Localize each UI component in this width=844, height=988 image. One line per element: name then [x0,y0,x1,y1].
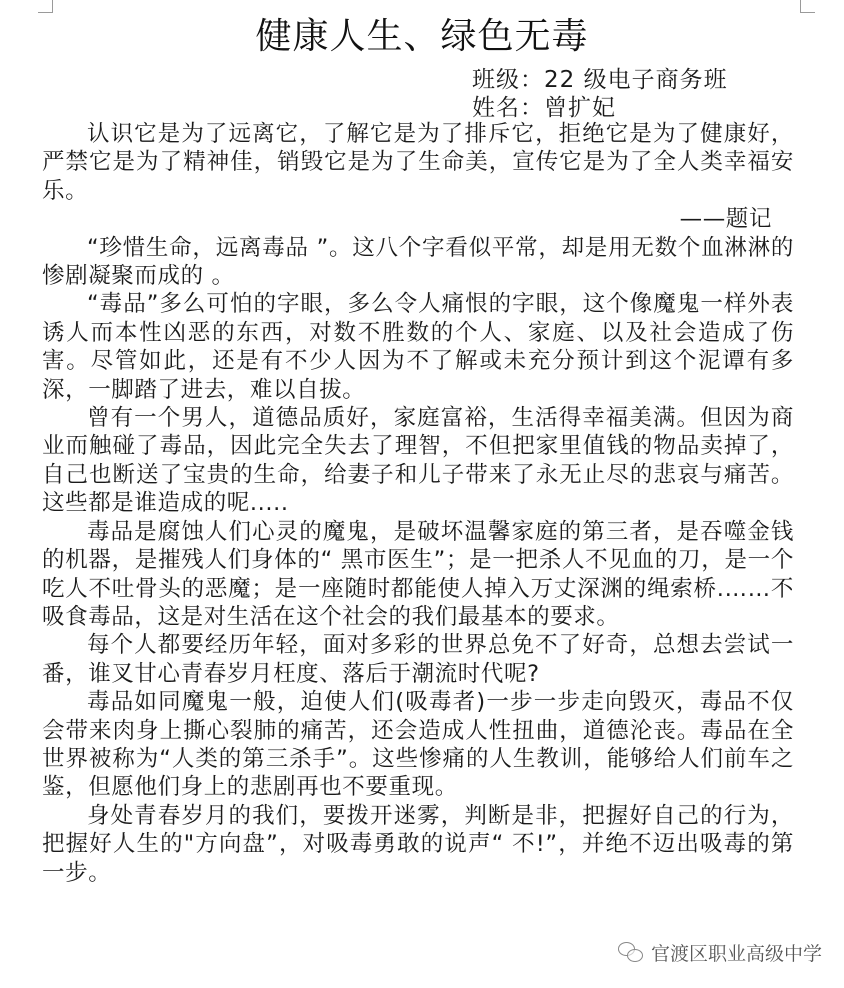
watermark-text: 官渡区职业高级中学 [650,943,822,965]
article-body [42,120,794,887]
page-corner-mark-right [800,0,815,13]
author-name: 姓名：曾扩妃 [472,95,616,121]
source-watermark [618,939,822,966]
page-corner-mark-left [38,0,53,13]
paragraph: 毒品如同魔鬼一般，迫使人们(吸毒者)一步一步走向毁灭，毒品不仅会带来肉身上撕心裂肺的痛苦，还会造成人性扭曲，道德沦丧。毒品在全世界被称为“人类的第三杀手”。这些惨痛的人生教训，能够给人们前车之鉴，但愿他们身上的悲剧再也不要重现。 [42,689,794,801]
epigraph-sign: ——题记 [679,206,772,233]
paragraph: 曾有一个男人，道德品质好，家庭富裕，生活得幸福美满。但因为商业而触碰了毒品，因此完全失去了理智，不但把家里值钱的物品卖掉了，自己也断送了宝贵的生命，给妻子和儿子带来了永无止尽的悲哀与痛苦。这些都是谁造成的呢..... [42,405,794,517]
paragraph: “珍惜生命，远离毒品 ”。这八个字看似平常，却是用无数个血淋淋的惨剧凝聚而成的 。 [42,234,794,290]
wechat-icon [618,942,644,964]
paragraph: 身处青春岁月的我们，要拨开迷雾，判断是非，把握好自己的行为，把握好人生的"方向盘”，对吸毒勇敢的说声“ 不!”，并绝不迈出吸毒的第一步。 [42,802,794,886]
author-class: 班级：22 级电子商务班 [472,67,728,93]
paragraph: 毒品是腐蚀人们心灵的魔鬼，是破坏温馨家庭的第三者，是吞噬金钱的机器，是摧残人们身体的“ 黑市医生”；是一把杀人不见血的刀，是一个吃人不吐骨头的恶魔；是一座随时都能使人掉入万丈深渊的绳索桥.……不吸食毒品，这是对生活在这个社会的我们最基本的要求。 [42,518,794,630]
epigraph: 认识它是为了远离它，了解它是为了排斥它，拒绝它是为了健康好，严禁它是为了精神佳，销毁它是为了生命美，宣传它是为了全人类幸福安乐。 [42,121,794,204]
paragraph: 每个人都要经历年轻，面对多彩的世界总免不了好奇，总想去尝试一番，谁叉甘心青春岁月枉度、落后于潮流时代呢? [42,632,794,687]
paragraph: “毒品”多么可怕的字眼，多么令人痛恨的字眼，这个像魔鬼一样外表诱人而本性凶恶的东西，对数不胜数的个人、家庭、以及社会造成了伤害。尽管如此，还是有不少人因为不了解或未充分预计到这个泥谭有多深，一脚踏了进去，难以自拔。 [42,291,794,403]
document-title: 健康人生、绿色无毒 [255,16,589,57]
